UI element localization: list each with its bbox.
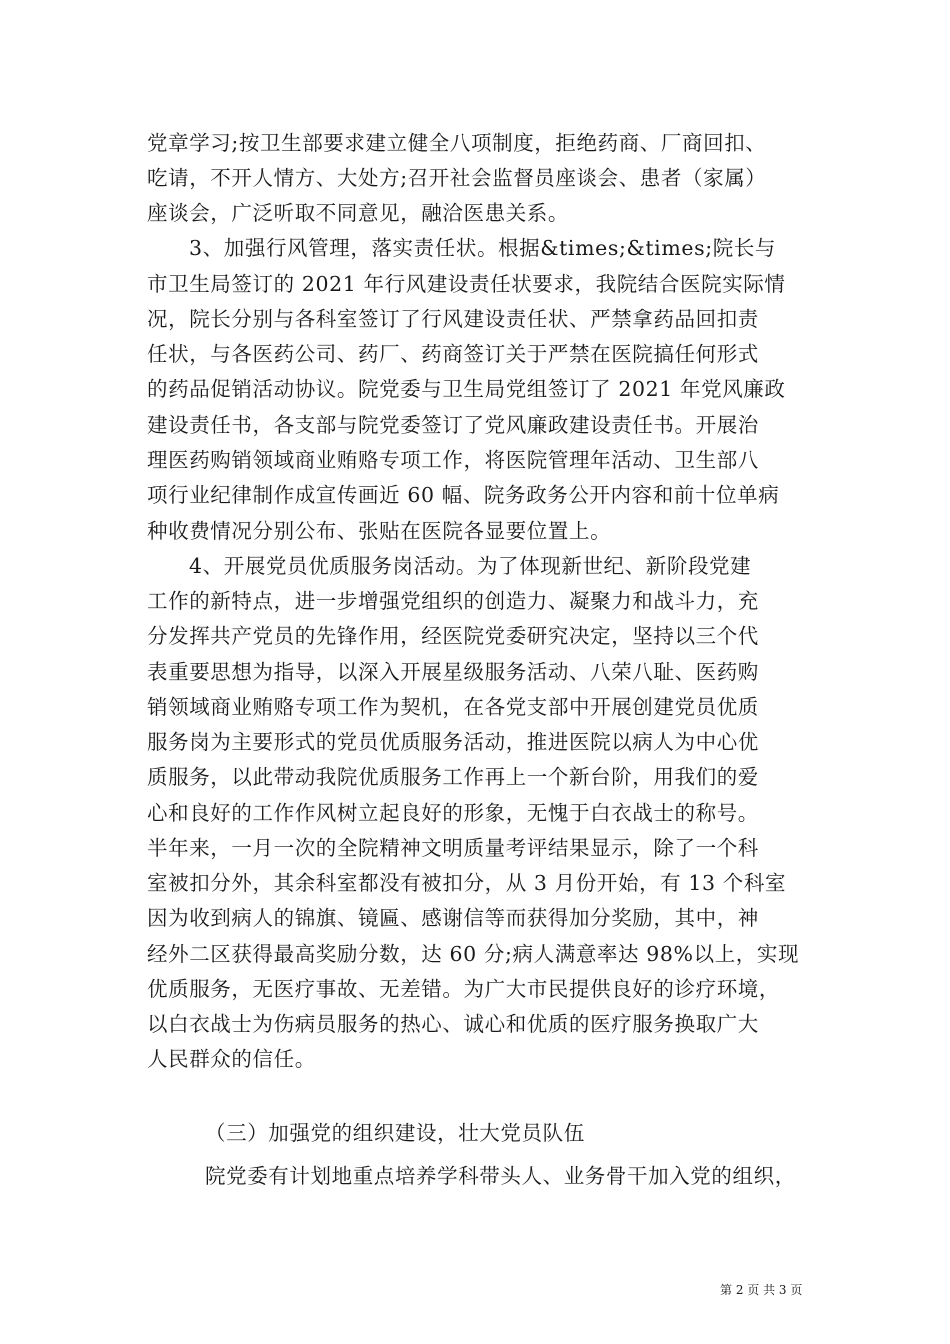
text-line: 人民群众的信任。 [147,1047,316,1071]
text-line: 销领域商业贿赂专项工作为契机，在各党支部中开展创建党员优质 [147,695,759,719]
text-line: 党章学习;按卫生部要求建立健全八项制度，拒绝药商、厂商回扣、 [147,131,767,155]
text-line: 况，院长分别与各科室签订了行风建设责任状、严禁拿药品回扣责 [147,307,759,331]
text-line: 项行业纪律制作成宣传画近 60 幅、院务政务公开内容和前十位单病 [147,483,780,507]
text-line: 建设责任书，各支部与院党委签订了党风廉政建设责任书。开展治 [147,413,759,437]
text-line: 理医药购销领域商业贿赂专项工作，将医院管理年活动、卫生部八 [147,448,759,472]
text-line: 种收费情况分别公布、张贴在医院各显要位置上。 [147,519,612,543]
text-line: 以白衣战士为伤病员服务的热心、诚心和优质的医疗服务换取广大 [147,1012,759,1036]
section-heading: （三）加强党的组织建设，壮大党员队伍 [205,1121,585,1145]
text-line: 的药品促销活动协议。院党委与卫生局党组签订了 2021 年党风廉政 [147,377,786,401]
text-line: 室被扣分外，其余科室都没有被扣分，从 3 月份开始，有 13 个科室 [147,871,787,895]
text-line: 质服务，以此带动我院优质服务工作再上一个新台阶，用我们的爱 [147,765,759,789]
text-line: 4、开展党员优质服务岗活动。为了体现新世纪、新阶段党建 [189,554,752,578]
text-line: 服务岗为主要形式的党员优质服务活动，推进医院以病人为中心优 [147,730,759,754]
text-line: 因为收到病人的锦旗、镜匾、感谢信等而获得加分奖励，其中，神 [147,906,759,930]
text-line: 经外二区获得最高奖励分数，达 60 分;病人满意率达 98%以上，实现 [147,942,800,966]
text-line: 优质服务，无医疗事故、无差错。为广大市民提供良好的诊疗环境， [147,977,780,1001]
page-number-footer: 第 2 页 共 3 页 [720,1283,803,1297]
text-line: 心和良好的工作作风树立起良好的形象，无愧于白衣战士的称号。 [147,801,759,825]
text-line: 座谈会，广泛听取不同意见，融洽医患关系。 [147,201,569,225]
text-line: 3、加强行风管理，落实责任状。根据&times;&times;院长与 [189,236,777,260]
text-line: 院党委有计划地重点培养学科带头人、业务骨干加入党的组织， [205,1164,796,1188]
text-line: 分发挥共产党员的先锋作用，经医院党委研究决定，坚持以三个代 [147,624,759,648]
text-line: 任状，与各医药公司、药厂、药商签订关于严禁在医院搞任何形式 [147,342,759,366]
text-line: 表重要思想为指导，以深入开展星级服务活动、八荣八耻、医药购 [147,660,759,684]
text-line: 吃请，不开人情方、大处方;召开社会监督员座谈会、患者（家属） [147,166,767,190]
text-line: 工作的新特点，进一步增强党组织的创造力、凝聚力和战斗力，充 [147,589,759,613]
text-line: 市卫生局签订的 2021 年行风建设责任状要求，我院结合医院实际情 [147,272,786,296]
text-line: 半年来，一月一次的全院精神文明质量考评结果显示，除了一个科 [147,836,759,860]
